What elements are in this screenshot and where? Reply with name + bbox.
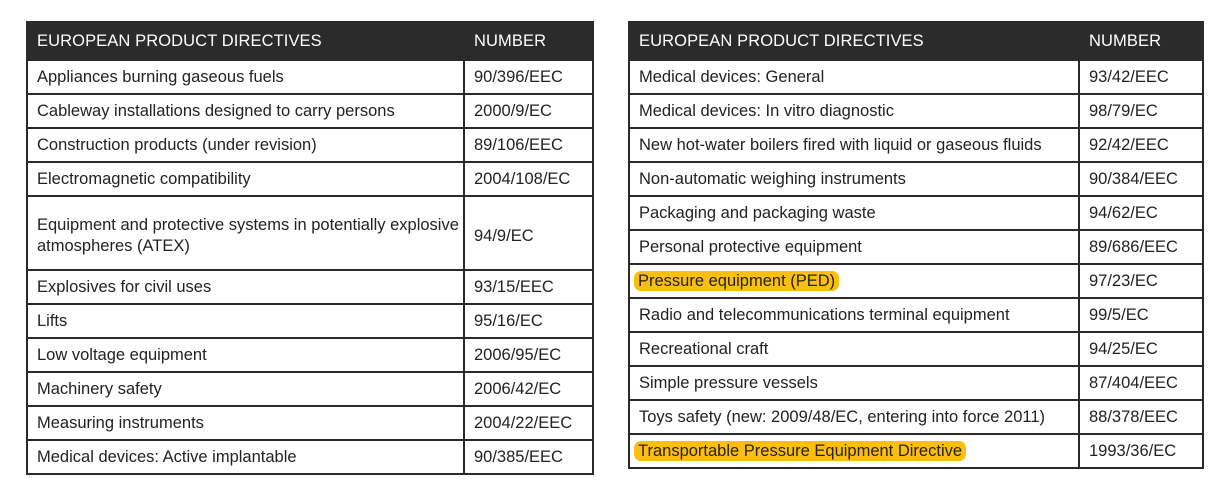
directive-cell: Medical devices: Active implantable xyxy=(27,440,464,474)
directive-cell: Explosives for civil uses xyxy=(27,270,464,304)
number-cell: 92/42/EEC xyxy=(1079,128,1203,162)
table-row-highlighted xyxy=(629,264,1203,298)
table-row xyxy=(27,162,593,196)
number-cell: 88/378/EEC xyxy=(1079,400,1203,434)
table-row xyxy=(629,94,1203,128)
number-column-header: NUMBER xyxy=(1079,22,1203,60)
table-row xyxy=(629,196,1203,230)
number-cell: 95/16/EC xyxy=(464,304,593,338)
right-directives-table xyxy=(628,21,1204,469)
table-row xyxy=(629,128,1203,162)
directive-cell: Electromagnetic compatibility xyxy=(27,162,464,196)
table-row xyxy=(27,372,593,406)
directive-cell: Radio and telecommunications terminal equipment xyxy=(629,298,1079,332)
directive-cell: Toys safety (new: 2009/48/EC, entering into force 2011) xyxy=(629,400,1079,434)
table-row xyxy=(27,128,593,162)
number-cell: 93/42/EEC xyxy=(1079,60,1203,94)
number-cell: 97/23/EC xyxy=(1079,264,1203,298)
directive-column-header: EUROPEAN PRODUCT DIRECTIVES xyxy=(629,22,1079,60)
number-cell: 90/385/EEC xyxy=(464,440,593,474)
number-cell: 87/404/EEC xyxy=(1079,366,1203,400)
number-cell: 2006/42/EC xyxy=(464,372,593,406)
table-row xyxy=(27,60,593,94)
number-cell: 1993/36/EC xyxy=(1079,434,1203,468)
table-row xyxy=(27,440,593,474)
number-cell: 89/106/EEC xyxy=(464,128,593,162)
directive-cell: Lifts xyxy=(27,304,464,338)
table-header-row xyxy=(629,22,1203,60)
table-row xyxy=(629,332,1203,366)
directive-cell: Personal protective equipment xyxy=(629,230,1079,264)
table-row xyxy=(629,60,1203,94)
table-row xyxy=(629,162,1203,196)
number-cell: 89/686/EEC xyxy=(1079,230,1203,264)
directive-cell: Measuring instruments xyxy=(27,406,464,440)
directive-cell: Construction products (under revision) xyxy=(27,128,464,162)
directive-column-header: EUROPEAN PRODUCT DIRECTIVES xyxy=(27,22,464,60)
table-row xyxy=(629,366,1203,400)
directive-cell xyxy=(629,264,1079,298)
number-cell: 93/15/EEC xyxy=(464,270,593,304)
table-row xyxy=(629,400,1203,434)
table-row xyxy=(629,298,1203,332)
table-row xyxy=(27,338,593,372)
number-cell: 90/396/EEC xyxy=(464,60,593,94)
number-cell: 2006/95/EC xyxy=(464,338,593,372)
number-cell: 98/79/EC xyxy=(1079,94,1203,128)
directive-cell: Appliances burning gaseous fuels xyxy=(27,60,464,94)
directive-cell: Equipment and protective systems in potentially explosive atmospheres (ATEX) xyxy=(27,196,464,270)
highlight-marker: Pressure equipment (PED) xyxy=(634,271,839,291)
table-row xyxy=(27,304,593,338)
number-cell: 2004/22/EEC xyxy=(464,406,593,440)
number-cell: 90/384/EEC xyxy=(1079,162,1203,196)
table-row xyxy=(27,406,593,440)
table-header-row xyxy=(27,22,593,60)
directive-cell: Medical devices: In vitro diagnostic xyxy=(629,94,1079,128)
left-directives-table xyxy=(26,21,594,475)
number-cell: 2004/108/EC xyxy=(464,162,593,196)
directive-cell xyxy=(629,434,1079,468)
number-cell: 94/25/EC xyxy=(1079,332,1203,366)
table-row xyxy=(27,94,593,128)
number-cell: 94/62/EC xyxy=(1079,196,1203,230)
number-cell: 2000/9/EC xyxy=(464,94,593,128)
table-row-highlighted xyxy=(629,434,1203,468)
directive-cell: Non-automatic weighing instruments xyxy=(629,162,1079,196)
directive-cell: Medical devices: General xyxy=(629,60,1079,94)
directive-cell: New hot-water boilers fired with liquid or gaseous fluids xyxy=(629,128,1079,162)
directive-cell: Recreational craft xyxy=(629,332,1079,366)
number-cell: 94/9/EC xyxy=(464,196,593,270)
directive-cell: Simple pressure vessels xyxy=(629,366,1079,400)
directive-cell: Cableway installations designed to carry persons xyxy=(27,94,464,128)
directive-cell: Machinery safety xyxy=(27,372,464,406)
table-row xyxy=(27,270,593,304)
highlight-marker: Transportable Pressure Equipment Directive xyxy=(634,441,966,461)
number-column-header: NUMBER xyxy=(464,22,593,60)
directive-cell: Low voltage equipment xyxy=(27,338,464,372)
number-cell: 99/5/EC xyxy=(1079,298,1203,332)
table-row xyxy=(629,230,1203,264)
table-row xyxy=(27,196,593,270)
directive-cell: Packaging and packaging waste xyxy=(629,196,1079,230)
